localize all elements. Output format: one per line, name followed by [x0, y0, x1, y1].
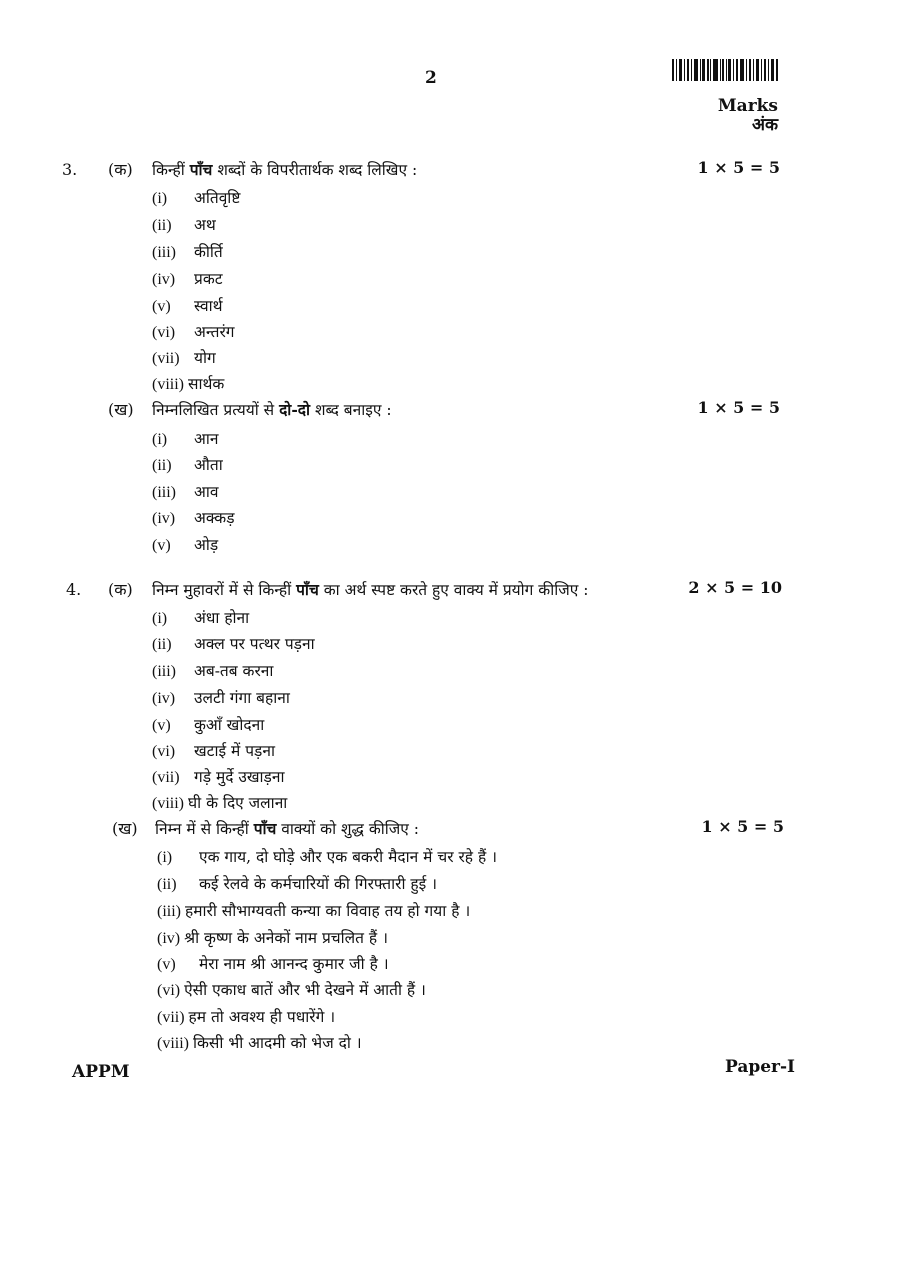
question-stem: निम्न में से किन्हीं पाँच वाक्यों को शुद्ध कीजिए :: [155, 819, 420, 838]
list-item: (v) कुआँ खोदना: [152, 716, 265, 734]
list-item: (vi) ऐसी एकाध बातें और भी देखने में आती हैं ।: [157, 981, 426, 999]
list-item: (iii) अब-तब करना: [152, 662, 274, 680]
question-stem: किन्हीं पाँच शब्दों के विपरीतार्थक शब्द लिखिए :: [152, 160, 418, 179]
footer-code: APPM: [72, 1062, 130, 1082]
list-item: (vii) हम तो अवश्य ही पधारेंगे ।: [157, 1008, 336, 1026]
marks-allocation: 1 × 5 = 5: [697, 398, 780, 417]
question-number: 4.: [66, 580, 82, 599]
list-item: (vii) योग: [152, 349, 216, 367]
marks-label-hi: अंक: [751, 115, 778, 135]
list-item: (v) मेरा नाम श्री आनन्द कुमार जी है ।: [157, 955, 389, 973]
question-number: 3.: [62, 160, 78, 179]
list-item: (vi) अन्तरंग: [152, 323, 235, 341]
barcode: [672, 59, 778, 81]
list-item: (vi) खटाई में पड़ना: [152, 742, 275, 760]
marks-header: [718, 97, 778, 135]
subpart-label: (ख): [112, 819, 138, 838]
list-item: (ii) औता: [152, 456, 223, 474]
list-item: (i) एक गाय, दो घोड़े और एक बकरी मैदान में चर रहे हैं ।: [157, 848, 497, 866]
list-item: (iii) हमारी सौभाग्यवती कन्या का विवाह तय हो गया है ।: [157, 902, 471, 920]
page-number: 2: [425, 68, 437, 88]
list-item: (i) आन: [152, 430, 219, 448]
list-item: (iv) उलटी गंगा बहाना: [152, 689, 290, 707]
subpart-label: (क): [108, 580, 133, 599]
footer-paper: Paper-I: [725, 1057, 796, 1077]
list-item: (iv) अक्कड़: [152, 509, 235, 527]
list-item: (v) ओड़: [152, 536, 219, 554]
list-item: (viii) किसी भी आदमी को भेज दो ।: [157, 1034, 362, 1052]
list-item: (iii) कीर्ति: [152, 243, 223, 261]
question-stem: निम्नलिखित प्रत्ययों से दो-दो शब्द बनाइए :: [152, 400, 392, 419]
question-stem: निम्न मुहावरों में से किन्हीं पाँच का अर्थ स्पष्ट करते हुए वाक्य में प्रयोग कीजिए :: [152, 580, 589, 599]
list-item: (iv) प्रकट: [152, 270, 223, 288]
marks-label-en: Marks: [717, 96, 778, 116]
list-item: (vii) गड़े मुर्दे उखाड़ना: [152, 768, 285, 786]
marks-allocation: 1 × 5 = 5: [697, 158, 780, 177]
list-item: (iv) श्री कृष्ण के अनेकों नाम प्रचलित हैं ।: [157, 929, 388, 947]
list-item: (v) स्वार्थ: [152, 297, 223, 315]
list-item: (ii) अक्ल पर पत्थर पड़ना: [152, 635, 315, 653]
list-item: (ii) अथ: [152, 216, 216, 234]
marks-allocation: 1 × 5 = 5: [701, 817, 784, 836]
list-item: (i) अंधा होना: [152, 609, 250, 627]
subpart-label: (क): [108, 160, 133, 179]
list-item: (i) अतिवृष्टि: [152, 189, 241, 207]
subpart-label: (ख): [108, 400, 134, 419]
list-item: (viii) घी के दिए जलाना: [152, 794, 288, 812]
list-item: (ii) कई रेलवे के कर्मचारियों की गिरफ्तारी हुई ।: [157, 875, 438, 893]
list-item: (viii) सार्थक: [152, 375, 225, 393]
list-item: (iii) आव: [152, 483, 219, 501]
marks-allocation: 2 × 5 = 10: [688, 578, 782, 597]
